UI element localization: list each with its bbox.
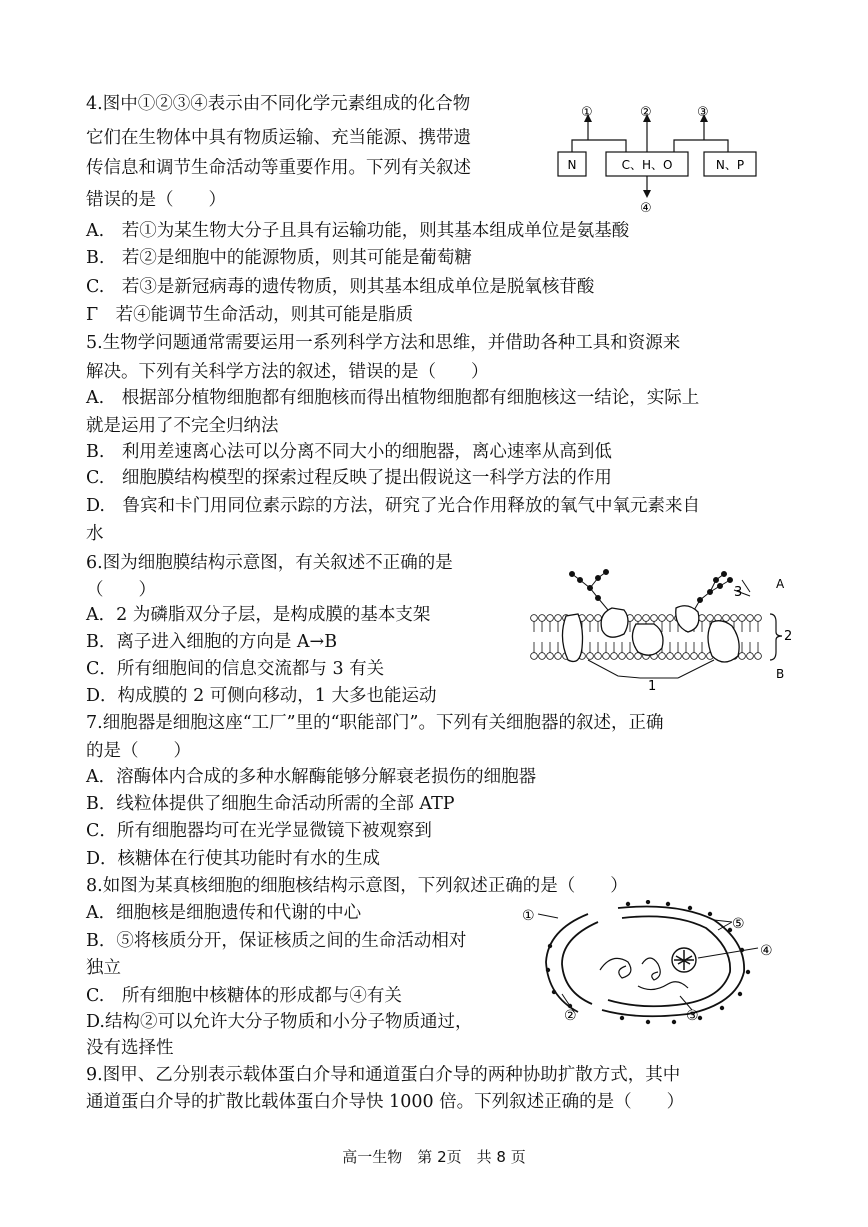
ribosome-dot — [672, 1020, 676, 1024]
phospholipid-head — [699, 653, 706, 660]
q8-label-4: ④ — [760, 943, 773, 959]
q5-stem-line2: 解决。下列有关科学方法的叙述，错误的是（ ） — [86, 362, 489, 382]
q6-stem-line1: 6.图为细胞膜结构示意图，有关叙述不正确的是 — [86, 553, 453, 573]
ribosome-dot — [738, 992, 742, 996]
phospholipid-head — [595, 653, 602, 660]
ribosome-dot — [708, 912, 712, 916]
q5-option-d-line2: 水 — [86, 524, 104, 544]
phospholipid-head — [651, 615, 658, 622]
q8-option-d-line2: 没有选择性 — [86, 1038, 174, 1058]
q5-option-c: C. 细胞膜结构模型的探索过程反映了提出假说这一科学方法的作用 — [86, 468, 612, 488]
q4-option-d: Γ 若④能调节生命活动，则其可能是脂质 — [86, 305, 414, 325]
q7-option-c: C．所有细胞器均可在光学显微镜下被观察到 — [86, 821, 432, 841]
q7-stem-line1: 7.细胞器是细胞这座“工厂”里的“职能部门”。下列有关细胞器的叙述，正确 — [86, 713, 664, 733]
phospholipid-head — [659, 615, 666, 622]
phospholipid-head — [739, 615, 746, 622]
q5-option-b: B. 利用差速离心法可以分离不同大小的细胞器，离心速率从高到低 — [86, 442, 612, 462]
phospholipid-head — [755, 615, 762, 622]
q4-box-cho-text: C、H、O — [621, 158, 673, 172]
q4-stem-line1: 4.图中①②③④表示由不同化学元素组成的化合物 — [86, 94, 471, 114]
q6-option-a: A．2 为磷脂双分子层，是构成膜的基本支架 — [86, 605, 431, 625]
q8-nucleus-diagram — [518, 900, 790, 1026]
phospholipid-head — [683, 653, 690, 660]
q4-option-c: C. 若③是新冠病毒的遗传物质，则其基本组成单位是脱氧核苷酸 — [86, 277, 595, 297]
q5-option-a-line1: A. 根据部分植物细胞都有细胞核而得出植物细胞都有细胞核这一结论，实际上 — [86, 388, 700, 408]
ribosome-dot — [646, 1020, 650, 1024]
q4-label-2: ② — [640, 105, 652, 120]
phospholipid-head — [691, 653, 698, 660]
q6-label-b: B — [776, 667, 785, 681]
phospholipid-head — [555, 653, 562, 660]
q8-option-d-line1: D.结构②可以允许大分子物质和小分子物质通过， — [86, 1012, 473, 1032]
q8-option-b-line2: 独立 — [86, 958, 121, 978]
page-footer: 高一生物 第 2页 共 8 页 — [342, 1148, 526, 1166]
q4-label-3: ③ — [697, 105, 709, 120]
phospholipid-head — [603, 653, 610, 660]
ribosome-dot — [620, 1016, 624, 1020]
phospholipid-head — [547, 615, 554, 622]
phospholipid-head — [587, 615, 594, 622]
q6-label-a: A — [776, 577, 785, 591]
q4-option-a: A. 若①为某生物大分子且具有运输功能，则其基本组成单位是氨基酸 — [86, 221, 630, 241]
phospholipid-head — [635, 615, 642, 622]
q4-label-1: ① — [581, 105, 593, 120]
phospholipid-head — [675, 653, 682, 660]
phospholipid-head — [539, 653, 546, 660]
phospholipid-head — [531, 615, 538, 622]
q4-stem-line3: 传信息和调节生命活动等重要作用。下列有关叙述 — [86, 158, 471, 178]
q8-label-1: ① — [522, 908, 535, 924]
phospholipid-head — [611, 653, 618, 660]
phospholipid-head — [747, 615, 754, 622]
phospholipid-head — [659, 653, 666, 660]
phospholipid-head — [531, 653, 538, 660]
q6-label-3: 3 — [734, 585, 743, 600]
phospholipid-head — [555, 615, 562, 622]
q4-compound-diagram — [548, 104, 768, 214]
phospholipid-head — [699, 615, 706, 622]
q6-option-d: D．构成膜的 2 可侧向移动，1 大多也能运动 — [86, 686, 437, 706]
phospholipid-head — [547, 653, 554, 660]
ribosome-dot — [546, 968, 550, 972]
q4-box-np-text: N、P — [715, 158, 745, 172]
phospholipid-head — [747, 653, 754, 660]
q6-label-1: 1 — [648, 679, 657, 694]
q4-box-n-text: N — [567, 158, 577, 172]
phospholipid-head — [595, 615, 602, 622]
phospholipid-head — [707, 615, 714, 622]
q6-stem-line2: （ ） — [86, 580, 156, 600]
phospholipid-head — [755, 653, 762, 660]
q5-stem-line1: 5.生物学问题通常需要运用一系列科学方法和思维，并借助各种工具和资源来 — [86, 333, 681, 353]
phospholipid-head — [739, 653, 746, 660]
q6-option-b: B．离子进入细胞的方向是 A→B — [86, 632, 338, 652]
ribosome-dot — [626, 902, 630, 906]
q4-option-b: B. 若②是细胞中的能源物质，则其可能是葡萄糖 — [86, 248, 472, 268]
q8-option-a: A．细胞核是细胞遗传和代谢的中心 — [86, 903, 362, 923]
ribosome-dot — [746, 970, 750, 974]
q9-stem-line2: 通道蛋白介导的扩散比载体蛋白介导快 1000 倍。下列叙述正确的是（ ） — [86, 1092, 685, 1112]
ribosome-dot — [548, 944, 552, 948]
phospholipid-head — [539, 615, 546, 622]
ribosome-dot — [666, 902, 670, 906]
q7-option-b: B．线粒体提供了细胞生命活动所需的全部 ATP — [86, 794, 455, 814]
phospholipid-head — [587, 653, 594, 660]
q8-stem: 8.如图为某真核细胞的细胞核结构示意图，下列叙述正确的是（ ） — [86, 876, 628, 896]
phospholipid-head — [619, 653, 626, 660]
q4-label-4: ④ — [640, 201, 652, 214]
q8-label-2: ② — [564, 1008, 577, 1024]
phospholipid-head — [723, 615, 730, 622]
q6-label-2: 2 — [784, 629, 793, 644]
q8-option-c: C. 所有细胞中核糖体的形成都与④有关 — [86, 986, 402, 1006]
q6-option-c: C．所有细胞间的信息交流都与 3 有关 — [86, 659, 385, 679]
q7-stem-line2: 的是（ ） — [86, 741, 191, 761]
q9-stem-line1: 9.图甲、乙分别表示载体蛋白介导和通道蛋白介导的两种协助扩散方式，其中 — [86, 1065, 681, 1085]
q5-option-a-line2: 就是运用了不完全归纳法 — [86, 416, 279, 436]
ribosome-dot — [720, 1006, 724, 1010]
phospholipid-head — [627, 653, 634, 660]
q6-membrane-diagram — [528, 568, 798, 694]
phospholipid-head — [731, 615, 738, 622]
phospholipid-head — [667, 653, 674, 660]
phospholipid-head — [643, 615, 650, 622]
ribosome-dot — [688, 906, 692, 910]
q8-option-b-line1: B．⑤将核质分开，保证核质之间的生命活动相对 — [86, 931, 467, 951]
q5-option-d-line1: D. 鲁宾和卡门用同位素示踪的方法，研究了光合作用释放的氧气中氧元素来自 — [86, 496, 700, 516]
q7-option-d: D．核糖体在行使其功能时有水的生成 — [86, 849, 381, 869]
ribosome-dot — [552, 990, 556, 994]
phospholipid-head — [667, 615, 674, 622]
q4-stem-line2: 它们在生物体中具有物质运输、充当能源、携带遗 — [86, 128, 471, 148]
q4-stem-line4: 错误的是（ ） — [86, 190, 226, 210]
q8-label-5: ⑤ — [732, 916, 745, 932]
q7-option-a: A．溶酶体内合成的多种水解酶能够分解衰老损伤的细胞器 — [86, 767, 537, 787]
ribosome-dot — [646, 900, 650, 904]
q8-label-3: ③ — [686, 1008, 699, 1024]
